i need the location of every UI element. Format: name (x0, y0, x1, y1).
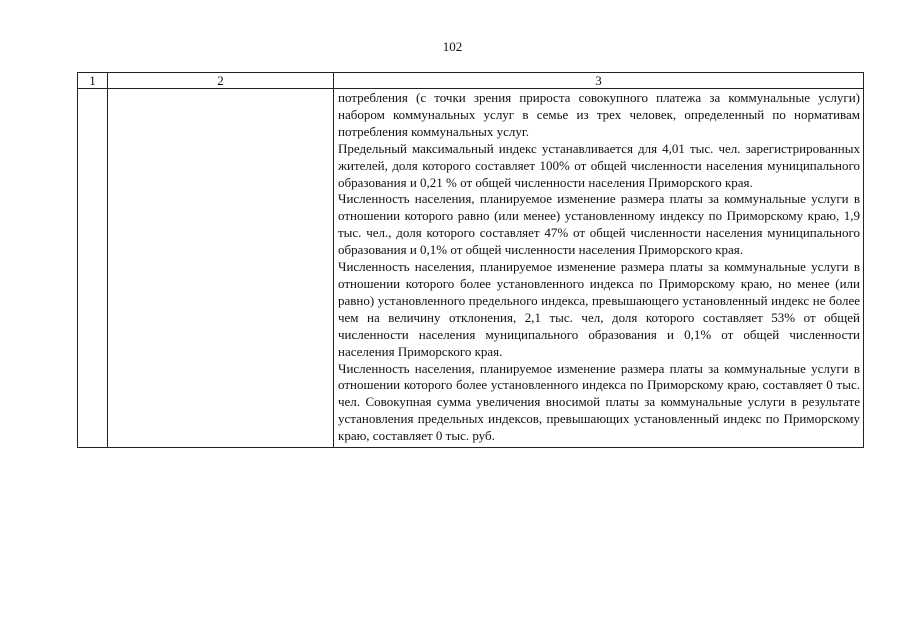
column-header-3: 3 (334, 73, 864, 89)
cell-col-1 (78, 89, 108, 448)
column-header-1: 1 (78, 73, 108, 89)
cell-col-3 (334, 89, 864, 448)
table-header-row (78, 73, 864, 89)
paragraph-population-above: Численность населения, планируемое изменение размера платы за коммунальные услуги в отношении которого более установленного индекса по Приморскому краю, но менее (или равно) установленного предельного индекса, превышающего установленный индекс не более чем на величину отклонения, 2,1 тыс. чел, доля которого составляет 53% от общей численности населения муниципального образования и 0,1% от общей численности населения Приморского края. (338, 259, 860, 359)
cell-col-2 (108, 89, 334, 448)
document-table (77, 72, 864, 448)
paragraph-max-index: Предельный максимальный индекс устанавливается для 4,01 тыс. чел. зарегистрированных жителей, доля которого составляет 100% от общей численности населения муниципального образования и 0,21 % от общей численности населения Приморского края. (338, 140, 860, 190)
paragraph-population-total: Численность населения, планируемое изменение размера платы за коммунальные услуги в отношении которого более установленного индекса по Приморскому краю, составляет 0 тыс. чел. Совокупная сумма увеличения вносимой платы за коммунальные услуги в результате установления предельных индексов, превышающих установленный индекс по Приморскому краю, составляет 0 тыс. руб. (338, 360, 860, 444)
paragraph-continuation: потребления (с точки зрения прироста совокупного платежа за коммунальные услуги) набором коммунальных услуг в семье из трех человек, определенный по нормативам потребления коммунальных услуг. (338, 90, 860, 139)
paragraph-population-equal: Численность населения, планируемое изменение размера платы за коммунальные услуги в отношении которого равно (или менее) установленному индексу по Приморскому краю, 1,9 тыс. чел., доля которого составляет 47% от общей численности населения муниципального образования и 0,1% от общей численности населения Приморского края. (338, 191, 860, 258)
column-header-2: 2 (108, 73, 334, 89)
table-row (78, 89, 864, 448)
page-number: 102 (442, 39, 463, 54)
